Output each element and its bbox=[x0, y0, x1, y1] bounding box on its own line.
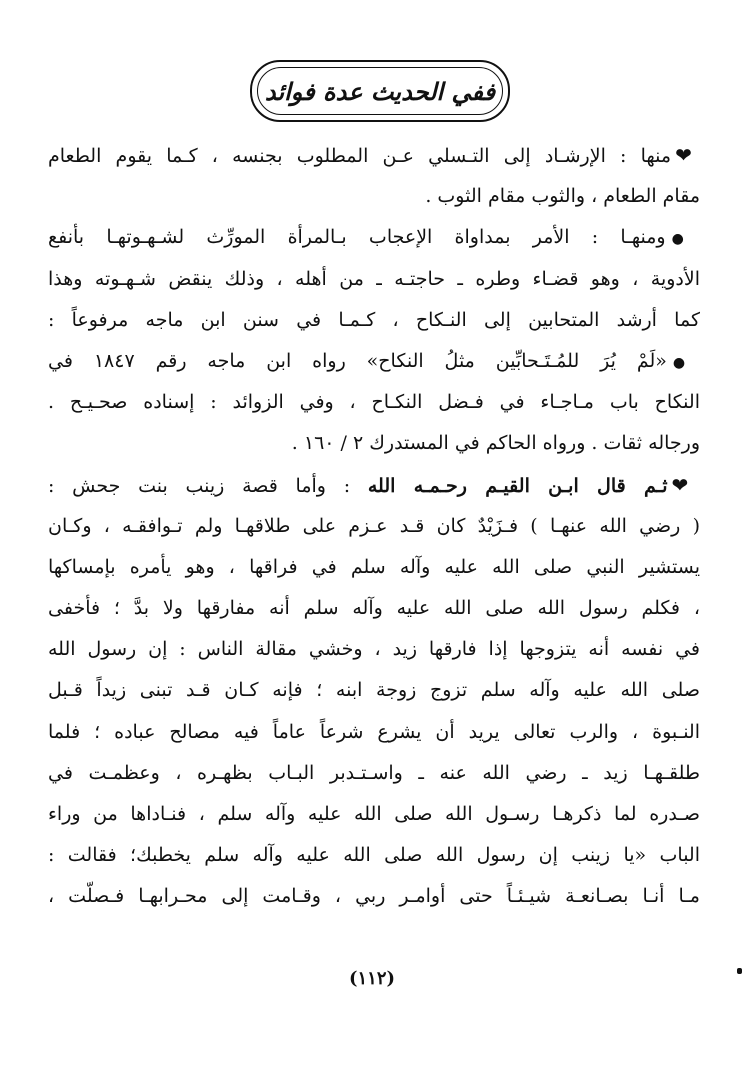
text-line bbox=[48, 670, 700, 711]
text-line bbox=[48, 629, 700, 670]
text-line bbox=[48, 217, 700, 258]
line-text: مـا أنـا بصـانعـة شيـئـاً حتى أوامـر ربي ، وقـامت إلى محـرابهـا فـصلّت ، bbox=[48, 885, 700, 908]
body-text bbox=[48, 135, 700, 918]
text-line bbox=[48, 712, 700, 753]
text-line bbox=[48, 547, 700, 588]
line-text: ، فكلم رسول الله صلى الله عليه وآله سلم أنه مفارقها ولا بدَّ ؛ فأخفى bbox=[48, 597, 700, 620]
line-text: صلى الله عليه وآله سلم تزوج زوجة ابنه ؛ فإنه كـان قـد تبنى زيداً قـبل bbox=[48, 679, 700, 702]
text-line bbox=[48, 794, 700, 835]
text-line bbox=[48, 176, 700, 217]
line-text: في نفسه أنه يتزوجها إذا فارقها زيد ، وخشي مقالة الناس : إن رسول الله bbox=[48, 638, 700, 661]
line-text: مقام الطعام ، والثوب مقام الثوب . bbox=[425, 185, 700, 208]
text-line bbox=[48, 506, 700, 547]
text-line bbox=[48, 588, 700, 629]
bold-heading-text: ثـم قال ابـن القيـم رحـمـه الله bbox=[367, 474, 668, 497]
line-text: النكاح باب مـاجـاء في فـضل النكـاح ، وفي الزوائد : إسناده صحـيـح . bbox=[48, 391, 700, 414]
text-line bbox=[48, 465, 700, 506]
line-text: الأدوية ، وهو قضـاء وطره ـ حاجتـه ـ من أهله ، وذلك ينقض شـهـوته وهذا bbox=[48, 267, 700, 290]
page-number: (١١٢) bbox=[348, 968, 396, 989]
line-text: الباب «يا زينب إن رسول الله صلى الله عليه وآله سلم يخطبك؛ فقالت : bbox=[48, 844, 700, 867]
line-text: طلقـهـا زيد ـ رضي الله عنه ـ واسـتـدبر البـاب بظهـره ، وعظمـت في bbox=[48, 761, 700, 784]
text-line bbox=[48, 876, 700, 917]
bullet-dot-icon: ● bbox=[672, 354, 700, 371]
line-text: منها : الإرشـاد إلى التـسلي عـن المطلوب بجنسه ، كـما يقوم الطعام bbox=[48, 145, 672, 167]
text-line bbox=[48, 259, 700, 300]
text-line bbox=[48, 835, 700, 876]
text-line bbox=[48, 753, 700, 794]
text-line bbox=[48, 341, 700, 382]
heart-icon: ❤ bbox=[671, 472, 700, 497]
line-text: يستشير النبي صلى الله عليه وآله سلم في فراقها ، وهو يأمره بإمساكها bbox=[48, 555, 700, 578]
text-line bbox=[48, 382, 700, 423]
bullet-dot-icon: ● bbox=[671, 231, 700, 248]
line-text: ( رضي الله عنهـا ) فـزَيْدٌ كان قـد عـزم على طلاقهـا ولم تـوافقـه ، وكـان bbox=[48, 514, 700, 537]
line-text: : وأما قصة زينب بنت جحش : bbox=[48, 474, 351, 497]
line-text: ومنهـا : الأمر بمداواة الإعجاب بـالمرأة المورِّث لشـهـوتهـا بأنفع bbox=[48, 226, 666, 249]
title-frame bbox=[250, 60, 510, 122]
margin-mark bbox=[737, 968, 742, 974]
line-text: صـدره لما ذكرهـا رسـول الله صلى الله عليه وآله سلم ، فنـاداها من وراء bbox=[48, 803, 700, 825]
text-line bbox=[48, 300, 700, 341]
line-text: النـبوة ، والرب تعالى يريد أن يشرع شرعاً عاماً فيه مصالح عباده ؛ فلما bbox=[48, 720, 700, 743]
line-text: كما أرشد المتحابين إلى النـكاح ، كـمـا في سنن ابن ماجه مرفوعاً : bbox=[48, 308, 700, 331]
title-frame-inner bbox=[257, 67, 503, 115]
line-text: «لَمْ يُرَ للمُـتَـحابِّين مثلُ النكاح» رواه ابن ماجه رقم ١٨٤٧ في bbox=[48, 349, 667, 372]
page-title: ففي الحديث عدة فوائد bbox=[264, 76, 496, 106]
text-line bbox=[48, 423, 700, 464]
heart-icon: ❤ bbox=[675, 143, 700, 167]
line-text: ورجاله ثقات . ورواه الحاكم في المستدرك ٢ / ١٦٠ . bbox=[291, 432, 700, 455]
text-line bbox=[48, 135, 700, 176]
